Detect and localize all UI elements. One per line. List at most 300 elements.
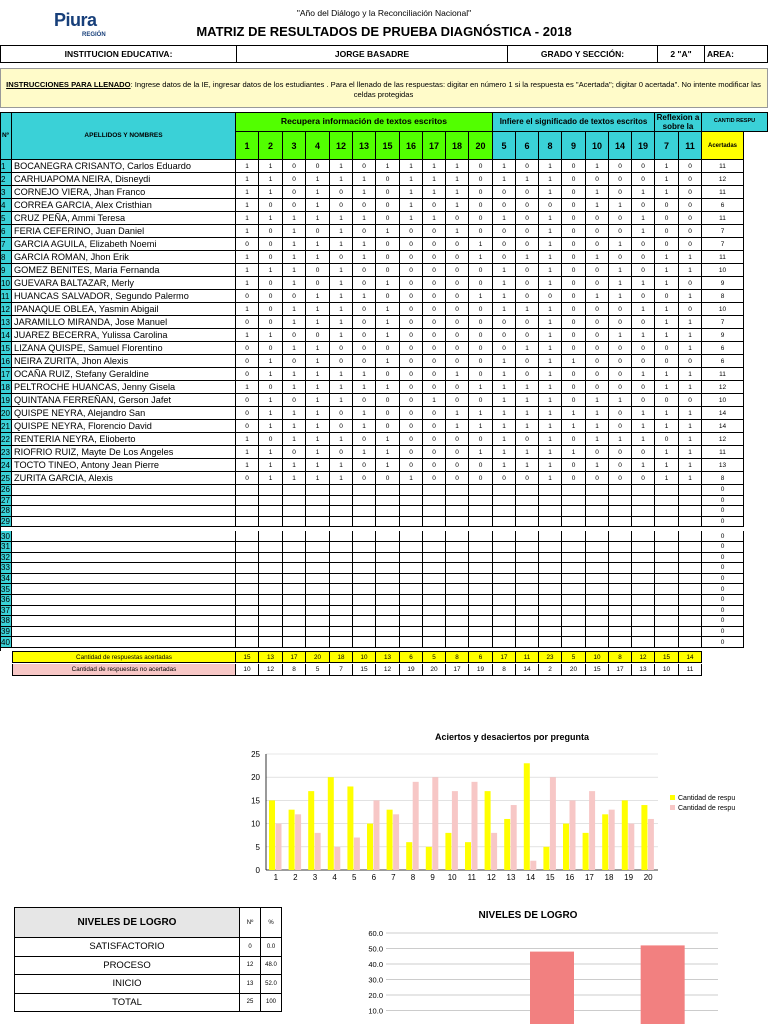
- answer-cell[interactable]: [632, 574, 655, 585]
- student-name[interactable]: RENTERIA NEYRA, Elioberto: [12, 433, 236, 446]
- answer-cell[interactable]: 1: [446, 420, 469, 433]
- answer-cell[interactable]: 1: [632, 303, 655, 316]
- answer-cell[interactable]: 0: [400, 342, 423, 355]
- answer-cell[interactable]: [586, 574, 609, 585]
- answer-cell[interactable]: [562, 627, 586, 638]
- answer-cell[interactable]: 1: [539, 420, 562, 433]
- answer-cell[interactable]: 1: [259, 329, 283, 342]
- answer-cell[interactable]: [376, 531, 400, 542]
- answer-cell[interactable]: 1: [609, 394, 632, 407]
- answer-cell[interactable]: [353, 627, 376, 638]
- answer-cell[interactable]: [562, 574, 586, 585]
- answer-cell[interactable]: 0: [679, 394, 702, 407]
- student-name[interactable]: CARHUAPOMA NEIRA, Disneydi: [12, 173, 236, 186]
- answer-cell[interactable]: 0: [283, 199, 306, 212]
- answer-cell[interactable]: 0: [423, 277, 446, 290]
- answer-cell[interactable]: 1: [446, 173, 469, 186]
- answer-cell[interactable]: 1: [469, 251, 493, 264]
- answer-cell[interactable]: [562, 485, 586, 496]
- answer-cell[interactable]: [539, 606, 562, 617]
- answer-cell[interactable]: 0: [586, 472, 609, 485]
- answer-cell[interactable]: 0: [376, 173, 400, 186]
- answer-cell[interactable]: 1: [493, 407, 516, 420]
- answer-cell[interactable]: 1: [236, 264, 259, 277]
- answer-cell[interactable]: [400, 595, 423, 606]
- answer-cell[interactable]: 0: [609, 407, 632, 420]
- answer-cell[interactable]: 1: [632, 277, 655, 290]
- answer-cell[interactable]: 0: [586, 238, 609, 251]
- answer-cell[interactable]: 1: [539, 329, 562, 342]
- answer-cell[interactable]: [283, 627, 306, 638]
- student-name[interactable]: OCAÑA RUIZ, Stefany Geraldine: [12, 368, 236, 381]
- answer-cell[interactable]: 0: [423, 459, 446, 472]
- answer-cell[interactable]: [259, 542, 283, 553]
- answer-cell[interactable]: [446, 506, 469, 517]
- answer-cell[interactable]: [376, 584, 400, 595]
- answer-cell[interactable]: 0: [446, 277, 469, 290]
- answer-cell[interactable]: 1: [330, 472, 353, 485]
- answer-cell[interactable]: 0: [562, 186, 586, 199]
- answer-cell[interactable]: [376, 606, 400, 617]
- answer-cell[interactable]: 1: [539, 303, 562, 316]
- answer-cell[interactable]: 0: [609, 186, 632, 199]
- answer-cell[interactable]: [306, 606, 330, 617]
- answer-cell[interactable]: [493, 627, 516, 638]
- student-name[interactable]: BOCANEGRA CRISANTO, Carlos Eduardo: [12, 160, 236, 173]
- answer-cell[interactable]: [283, 606, 306, 617]
- answer-cell[interactable]: [679, 485, 702, 496]
- answer-cell[interactable]: 0: [376, 342, 400, 355]
- answer-cell[interactable]: 0: [283, 186, 306, 199]
- answer-cell[interactable]: 0: [236, 342, 259, 355]
- answer-cell[interactable]: [446, 485, 469, 496]
- answer-cell[interactable]: 1: [353, 446, 376, 459]
- answer-cell[interactable]: [376, 627, 400, 638]
- answer-cell[interactable]: 1: [539, 264, 562, 277]
- answer-cell[interactable]: [539, 574, 562, 585]
- answer-cell[interactable]: 1: [493, 290, 516, 303]
- answer-cell[interactable]: [562, 563, 586, 574]
- answer-cell[interactable]: 0: [562, 212, 586, 225]
- answer-cell[interactable]: 1: [306, 212, 330, 225]
- answer-cell[interactable]: 0: [469, 472, 493, 485]
- answer-cell[interactable]: 0: [469, 186, 493, 199]
- answer-cell[interactable]: 0: [283, 173, 306, 186]
- answer-cell[interactable]: 0: [400, 277, 423, 290]
- answer-cell[interactable]: 1: [236, 433, 259, 446]
- answer-cell[interactable]: 1: [283, 277, 306, 290]
- answer-cell[interactable]: 1: [586, 290, 609, 303]
- answer-cell[interactable]: [306, 637, 330, 648]
- answer-cell[interactable]: [516, 637, 539, 648]
- answer-cell[interactable]: 1: [516, 407, 539, 420]
- answer-cell[interactable]: [655, 542, 679, 553]
- answer-cell[interactable]: 1: [423, 173, 446, 186]
- answer-cell[interactable]: [236, 595, 259, 606]
- answer-cell[interactable]: [259, 506, 283, 517]
- answer-cell[interactable]: 0: [236, 368, 259, 381]
- answer-cell[interactable]: 0: [446, 459, 469, 472]
- answer-cell[interactable]: 1: [493, 459, 516, 472]
- answer-cell[interactable]: 1: [632, 368, 655, 381]
- student-name[interactable]: IPANAQUE OBLEA, Yasmin Abigail: [12, 303, 236, 316]
- student-name[interactable]: JARAMILLO MIRANDA, Jose Manuel: [12, 316, 236, 329]
- answer-cell[interactable]: 1: [562, 355, 586, 368]
- answer-cell[interactable]: [376, 506, 400, 517]
- answer-cell[interactable]: [469, 517, 493, 528]
- answer-cell[interactable]: [446, 606, 469, 617]
- answer-cell[interactable]: [632, 606, 655, 617]
- answer-cell[interactable]: [469, 584, 493, 595]
- answer-cell[interactable]: 0: [400, 303, 423, 316]
- answer-cell[interactable]: 0: [283, 394, 306, 407]
- answer-cell[interactable]: 0: [562, 394, 586, 407]
- answer-cell[interactable]: 0: [493, 472, 516, 485]
- answer-cell[interactable]: 1: [283, 264, 306, 277]
- answer-cell[interactable]: 1: [609, 277, 632, 290]
- answer-cell[interactable]: 0: [353, 394, 376, 407]
- answer-cell[interactable]: 1: [259, 446, 283, 459]
- answer-cell[interactable]: 0: [330, 199, 353, 212]
- answer-cell[interactable]: 1: [330, 225, 353, 238]
- answer-cell[interactable]: 0: [586, 355, 609, 368]
- answer-cell[interactable]: 1: [353, 420, 376, 433]
- answer-cell[interactable]: [586, 595, 609, 606]
- answer-cell[interactable]: 1: [306, 472, 330, 485]
- student-name[interactable]: [12, 542, 236, 553]
- answer-cell[interactable]: [376, 574, 400, 585]
- answer-cell[interactable]: 1: [283, 212, 306, 225]
- answer-cell[interactable]: 1: [330, 160, 353, 173]
- answer-cell[interactable]: 0: [283, 160, 306, 173]
- answer-cell[interactable]: 0: [679, 173, 702, 186]
- answer-cell[interactable]: 1: [609, 264, 632, 277]
- answer-cell[interactable]: 0: [236, 407, 259, 420]
- answer-cell[interactable]: 1: [586, 459, 609, 472]
- answer-cell[interactable]: [259, 531, 283, 542]
- answer-cell[interactable]: [562, 584, 586, 595]
- answer-cell[interactable]: [423, 517, 446, 528]
- answer-cell[interactable]: [423, 627, 446, 638]
- answer-cell[interactable]: 1: [679, 472, 702, 485]
- answer-cell[interactable]: [539, 485, 562, 496]
- answer-cell[interactable]: [655, 496, 679, 507]
- answer-cell[interactable]: 1: [632, 459, 655, 472]
- answer-cell[interactable]: 1: [376, 433, 400, 446]
- answer-cell[interactable]: 1: [493, 303, 516, 316]
- answer-cell[interactable]: 1: [493, 446, 516, 459]
- answer-cell[interactable]: 0: [586, 225, 609, 238]
- answer-cell[interactable]: 1: [516, 459, 539, 472]
- answer-cell[interactable]: 1: [679, 329, 702, 342]
- answer-cell[interactable]: [539, 637, 562, 648]
- answer-cell[interactable]: 0: [423, 238, 446, 251]
- answer-cell[interactable]: 1: [539, 407, 562, 420]
- answer-cell[interactable]: 1: [353, 251, 376, 264]
- answer-cell[interactable]: 1: [353, 238, 376, 251]
- answer-cell[interactable]: 1: [236, 186, 259, 199]
- answer-cell[interactable]: 0: [400, 329, 423, 342]
- answer-cell[interactable]: 0: [446, 212, 469, 225]
- answer-cell[interactable]: 0: [609, 212, 632, 225]
- answer-cell[interactable]: 0: [259, 316, 283, 329]
- answer-cell[interactable]: 0: [609, 368, 632, 381]
- answer-cell[interactable]: 1: [539, 355, 562, 368]
- answer-cell[interactable]: 0: [562, 277, 586, 290]
- answer-cell[interactable]: [306, 627, 330, 638]
- answer-cell[interactable]: 1: [236, 446, 259, 459]
- answer-cell[interactable]: [469, 606, 493, 617]
- answer-cell[interactable]: 0: [283, 329, 306, 342]
- answer-cell[interactable]: [446, 627, 469, 638]
- student-name[interactable]: [12, 506, 236, 517]
- answer-cell[interactable]: 1: [283, 238, 306, 251]
- answer-cell[interactable]: [539, 627, 562, 638]
- answer-cell[interactable]: 0: [400, 407, 423, 420]
- student-name[interactable]: [12, 563, 236, 574]
- answer-cell[interactable]: [236, 517, 259, 528]
- answer-cell[interactable]: 1: [539, 433, 562, 446]
- answer-cell[interactable]: [446, 574, 469, 585]
- answer-cell[interactable]: 0: [423, 251, 446, 264]
- answer-cell[interactable]: 0: [609, 446, 632, 459]
- answer-cell[interactable]: [609, 553, 632, 564]
- answer-cell[interactable]: [539, 506, 562, 517]
- answer-cell[interactable]: 0: [259, 433, 283, 446]
- answer-cell[interactable]: 1: [376, 381, 400, 394]
- answer-cell[interactable]: [423, 506, 446, 517]
- answer-cell[interactable]: 0: [632, 394, 655, 407]
- student-name[interactable]: LIZANA QUISPE, Samuel Florentino: [12, 342, 236, 355]
- answer-cell[interactable]: 1: [376, 303, 400, 316]
- answer-cell[interactable]: [376, 542, 400, 553]
- answer-cell[interactable]: [236, 506, 259, 517]
- answer-cell[interactable]: 0: [586, 316, 609, 329]
- answer-cell[interactable]: 0: [516, 472, 539, 485]
- answer-cell[interactable]: [586, 606, 609, 617]
- answer-cell[interactable]: 0: [236, 238, 259, 251]
- answer-cell[interactable]: 1: [306, 420, 330, 433]
- answer-cell[interactable]: 0: [423, 225, 446, 238]
- answer-cell[interactable]: 0: [562, 251, 586, 264]
- answer-cell[interactable]: 0: [586, 303, 609, 316]
- answer-cell[interactable]: [609, 606, 632, 617]
- answer-cell[interactable]: 0: [376, 186, 400, 199]
- answer-cell[interactable]: [679, 606, 702, 617]
- answer-cell[interactable]: [562, 506, 586, 517]
- answer-cell[interactable]: 1: [655, 381, 679, 394]
- answer-cell[interactable]: 1: [632, 407, 655, 420]
- answer-cell[interactable]: [236, 574, 259, 585]
- answer-cell[interactable]: 0: [400, 394, 423, 407]
- answer-cell[interactable]: [353, 496, 376, 507]
- answer-cell[interactable]: [400, 506, 423, 517]
- answer-cell[interactable]: 1: [562, 407, 586, 420]
- answer-cell[interactable]: [609, 506, 632, 517]
- answer-cell[interactable]: [236, 531, 259, 542]
- student-name[interactable]: CORREA GARCIA, Alex Cristhian: [12, 199, 236, 212]
- answer-cell[interactable]: [516, 531, 539, 542]
- answer-cell[interactable]: 1: [400, 472, 423, 485]
- student-name[interactable]: [12, 531, 236, 542]
- answer-cell[interactable]: [493, 595, 516, 606]
- answer-cell[interactable]: 0: [330, 355, 353, 368]
- answer-cell[interactable]: 0: [469, 225, 493, 238]
- answer-cell[interactable]: 1: [679, 264, 702, 277]
- answer-cell[interactable]: 0: [400, 446, 423, 459]
- answer-cell[interactable]: [609, 584, 632, 595]
- answer-cell[interactable]: 0: [469, 160, 493, 173]
- answer-cell[interactable]: 0: [586, 381, 609, 394]
- answer-cell[interactable]: 1: [655, 173, 679, 186]
- answer-cell[interactable]: 0: [469, 264, 493, 277]
- answer-cell[interactable]: 0: [655, 394, 679, 407]
- answer-cell[interactable]: 1: [330, 459, 353, 472]
- answer-cell[interactable]: 1: [679, 251, 702, 264]
- answer-cell[interactable]: 1: [655, 303, 679, 316]
- answer-cell[interactable]: [516, 506, 539, 517]
- answer-cell[interactable]: 1: [469, 407, 493, 420]
- answer-cell[interactable]: [539, 553, 562, 564]
- answer-cell[interactable]: [306, 574, 330, 585]
- answer-cell[interactable]: 0: [306, 277, 330, 290]
- answer-cell[interactable]: 1: [493, 160, 516, 173]
- answer-cell[interactable]: 0: [493, 342, 516, 355]
- answer-cell[interactable]: [259, 606, 283, 617]
- answer-cell[interactable]: 1: [283, 472, 306, 485]
- answer-cell[interactable]: [632, 584, 655, 595]
- answer-cell[interactable]: [493, 496, 516, 507]
- answer-cell[interactable]: [446, 553, 469, 564]
- answer-cell[interactable]: [330, 496, 353, 507]
- answer-cell[interactable]: [586, 627, 609, 638]
- answer-cell[interactable]: [469, 595, 493, 606]
- answer-cell[interactable]: 1: [562, 420, 586, 433]
- answer-cell[interactable]: 0: [609, 173, 632, 186]
- answer-cell[interactable]: [283, 485, 306, 496]
- answer-cell[interactable]: 0: [562, 381, 586, 394]
- student-name[interactable]: GARCIA ROMAN, Jhon Erik: [12, 251, 236, 264]
- answer-cell[interactable]: 1: [469, 238, 493, 251]
- answer-cell[interactable]: 0: [516, 368, 539, 381]
- answer-cell[interactable]: [632, 595, 655, 606]
- answer-cell[interactable]: [306, 485, 330, 496]
- answer-cell[interactable]: [655, 531, 679, 542]
- answer-cell[interactable]: 1: [259, 459, 283, 472]
- answer-cell[interactable]: 1: [283, 407, 306, 420]
- answer-cell[interactable]: [655, 553, 679, 564]
- answer-cell[interactable]: [493, 485, 516, 496]
- answer-cell[interactable]: 0: [423, 446, 446, 459]
- answer-cell[interactable]: 1: [632, 420, 655, 433]
- answer-cell[interactable]: 1: [400, 186, 423, 199]
- answer-cell[interactable]: 1: [655, 251, 679, 264]
- answer-cell[interactable]: [632, 637, 655, 648]
- answer-cell[interactable]: 0: [539, 199, 562, 212]
- answer-cell[interactable]: 1: [283, 420, 306, 433]
- answer-cell[interactable]: [236, 637, 259, 648]
- answer-cell[interactable]: 1: [330, 433, 353, 446]
- answer-cell[interactable]: [353, 485, 376, 496]
- answer-cell[interactable]: 0: [516, 433, 539, 446]
- answer-cell[interactable]: [259, 627, 283, 638]
- answer-cell[interactable]: [586, 637, 609, 648]
- answer-cell[interactable]: 1: [283, 459, 306, 472]
- answer-cell[interactable]: 1: [423, 394, 446, 407]
- answer-cell[interactable]: 0: [562, 329, 586, 342]
- answer-cell[interactable]: 0: [306, 225, 330, 238]
- answer-cell[interactable]: [469, 553, 493, 564]
- student-name[interactable]: JUAREZ BECERRA, Yulissa Carolina: [12, 329, 236, 342]
- answer-cell[interactable]: [376, 485, 400, 496]
- answer-cell[interactable]: [516, 542, 539, 553]
- answer-cell[interactable]: [236, 563, 259, 574]
- answer-cell[interactable]: 0: [259, 225, 283, 238]
- answer-cell[interactable]: 0: [609, 342, 632, 355]
- answer-cell[interactable]: [376, 616, 400, 627]
- answer-cell[interactable]: 1: [283, 303, 306, 316]
- answer-cell[interactable]: 1: [400, 160, 423, 173]
- answer-cell[interactable]: 1: [655, 472, 679, 485]
- answer-cell[interactable]: 0: [353, 199, 376, 212]
- answer-cell[interactable]: 1: [539, 368, 562, 381]
- answer-cell[interactable]: [539, 496, 562, 507]
- answer-cell[interactable]: 1: [539, 381, 562, 394]
- answer-cell[interactable]: [306, 584, 330, 595]
- student-name[interactable]: [12, 517, 236, 528]
- answer-cell[interactable]: 0: [400, 238, 423, 251]
- answer-cell[interactable]: 1: [586, 420, 609, 433]
- answer-cell[interactable]: 1: [330, 316, 353, 329]
- student-name[interactable]: [12, 606, 236, 617]
- answer-cell[interactable]: 1: [655, 264, 679, 277]
- answer-cell[interactable]: 0: [446, 264, 469, 277]
- answer-cell[interactable]: 0: [562, 342, 586, 355]
- answer-cell[interactable]: [632, 563, 655, 574]
- answer-cell[interactable]: [283, 595, 306, 606]
- answer-cell[interactable]: 1: [236, 212, 259, 225]
- answer-cell[interactable]: 0: [446, 394, 469, 407]
- answer-cell[interactable]: 1: [679, 433, 702, 446]
- student-name[interactable]: [12, 616, 236, 627]
- answer-cell[interactable]: 1: [306, 407, 330, 420]
- answer-cell[interactable]: 1: [236, 225, 259, 238]
- answer-cell[interactable]: 1: [236, 277, 259, 290]
- answer-cell[interactable]: [609, 517, 632, 528]
- answer-cell[interactable]: 0: [493, 316, 516, 329]
- answer-cell[interactable]: 1: [259, 407, 283, 420]
- answer-cell[interactable]: 0: [632, 316, 655, 329]
- answer-cell[interactable]: [679, 627, 702, 638]
- answer-cell[interactable]: 0: [516, 225, 539, 238]
- answer-cell[interactable]: 1: [655, 368, 679, 381]
- answer-cell[interactable]: [655, 627, 679, 638]
- answer-cell[interactable]: 1: [539, 342, 562, 355]
- answer-cell[interactable]: [236, 496, 259, 507]
- answer-cell[interactable]: [655, 616, 679, 627]
- answer-cell[interactable]: [376, 553, 400, 564]
- answer-cell[interactable]: 1: [586, 160, 609, 173]
- answer-cell[interactable]: 1: [353, 368, 376, 381]
- student-name[interactable]: QUISPE NEYRA, Alejandro San: [12, 407, 236, 420]
- answer-cell[interactable]: 1: [539, 212, 562, 225]
- answer-cell[interactable]: [679, 531, 702, 542]
- answer-cell[interactable]: 0: [236, 420, 259, 433]
- answer-cell[interactable]: [259, 553, 283, 564]
- answer-cell[interactable]: 1: [632, 212, 655, 225]
- answer-cell[interactable]: [632, 485, 655, 496]
- answer-cell[interactable]: [679, 616, 702, 627]
